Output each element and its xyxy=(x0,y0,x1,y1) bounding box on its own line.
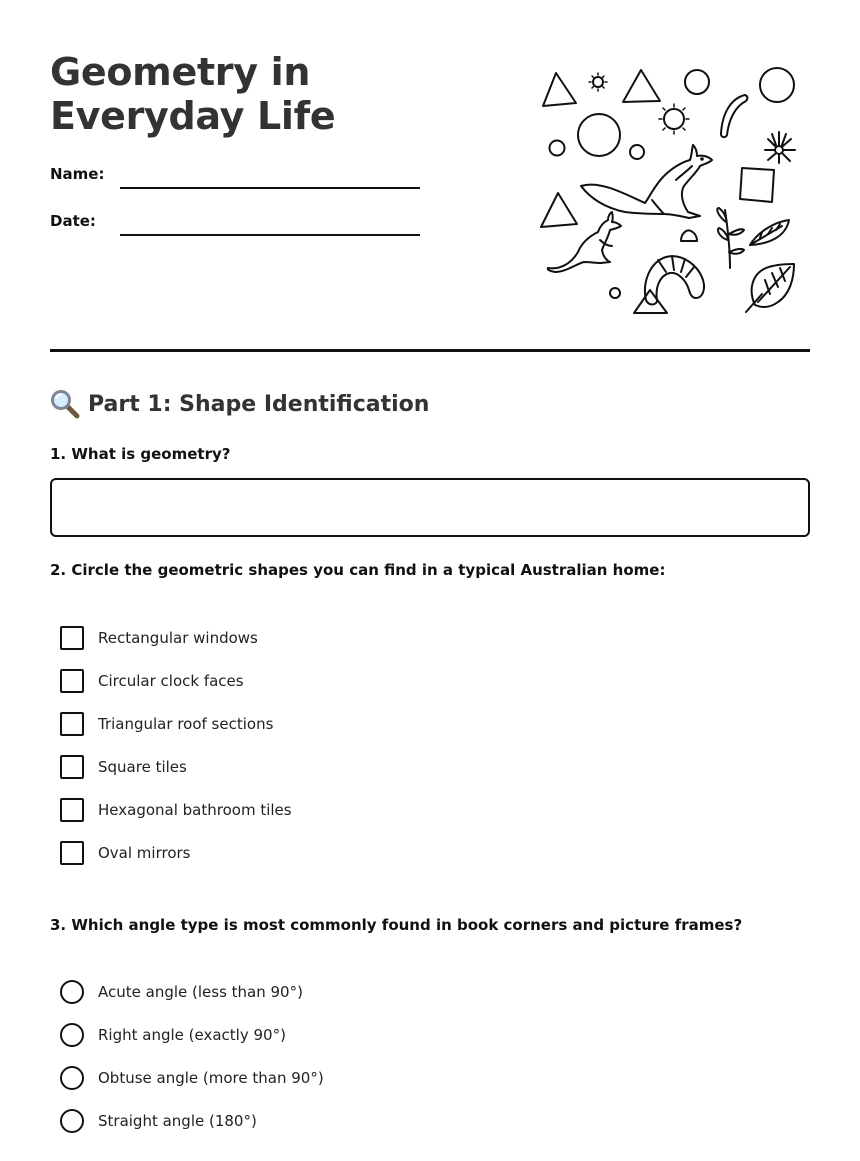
section-heading-part-1 xyxy=(50,388,429,420)
checkbox-label: Rectangular windows xyxy=(98,629,258,647)
radio-button[interactable] xyxy=(60,1066,84,1090)
name-input-line[interactable] xyxy=(120,187,420,189)
checkbox-option[interactable] xyxy=(60,755,187,779)
checkbox-label: Square tiles xyxy=(98,758,187,776)
question-3: 3. Which angle type is most commonly found in book corners and picture frames? xyxy=(50,916,743,934)
question-1: 1. What is geometry? xyxy=(50,445,231,463)
radio-option[interactable] xyxy=(60,1023,286,1047)
checkbox[interactable] xyxy=(60,755,84,779)
checkbox-label: Triangular roof sections xyxy=(98,715,274,733)
checkbox-option[interactable] xyxy=(60,841,191,865)
radio-option[interactable] xyxy=(60,1066,324,1090)
radio-button[interactable] xyxy=(60,1023,84,1047)
checkbox[interactable] xyxy=(60,626,84,650)
checkbox-option[interactable] xyxy=(60,626,258,650)
radio-label: Obtuse angle (more than 90°) xyxy=(98,1069,324,1087)
radio-button[interactable] xyxy=(60,1109,84,1133)
radio-label: Straight angle (180°) xyxy=(98,1112,257,1130)
radio-label: Acute angle (less than 90°) xyxy=(98,983,303,1001)
checkbox[interactable] xyxy=(60,798,84,822)
checkbox-label: Hexagonal bathroom tiles xyxy=(98,801,292,819)
radio-label: Right angle (exactly 90°) xyxy=(98,1026,286,1044)
radio-option[interactable] xyxy=(60,980,303,1004)
checkbox[interactable] xyxy=(60,669,84,693)
magnifying-glass-icon xyxy=(50,389,80,419)
question-1-answer-box[interactable] xyxy=(50,478,810,537)
date-input-line[interactable] xyxy=(120,234,420,236)
name-label: Name: xyxy=(50,165,105,183)
checkbox-option[interactable] xyxy=(60,798,292,822)
checkbox-label: Circular clock faces xyxy=(98,672,244,690)
header-divider xyxy=(50,349,810,352)
date-label: Date: xyxy=(50,212,96,230)
checkbox-option[interactable] xyxy=(60,669,244,693)
checkbox[interactable] xyxy=(60,841,84,865)
radio-button[interactable] xyxy=(60,980,84,1004)
checkbox-label: Oval mirrors xyxy=(98,844,191,862)
radio-option[interactable] xyxy=(60,1109,257,1133)
section-title-text: Part 1: Shape Identification xyxy=(88,391,430,417)
question-2: 2. Circle the geometric shapes you can find in a typical Australian home: xyxy=(50,561,666,579)
doodle-illustration-icon xyxy=(536,60,802,320)
worksheet-title: Geometry in Everyday Life xyxy=(50,50,336,138)
checkbox-option[interactable] xyxy=(60,712,273,736)
checkbox[interactable] xyxy=(60,712,84,736)
